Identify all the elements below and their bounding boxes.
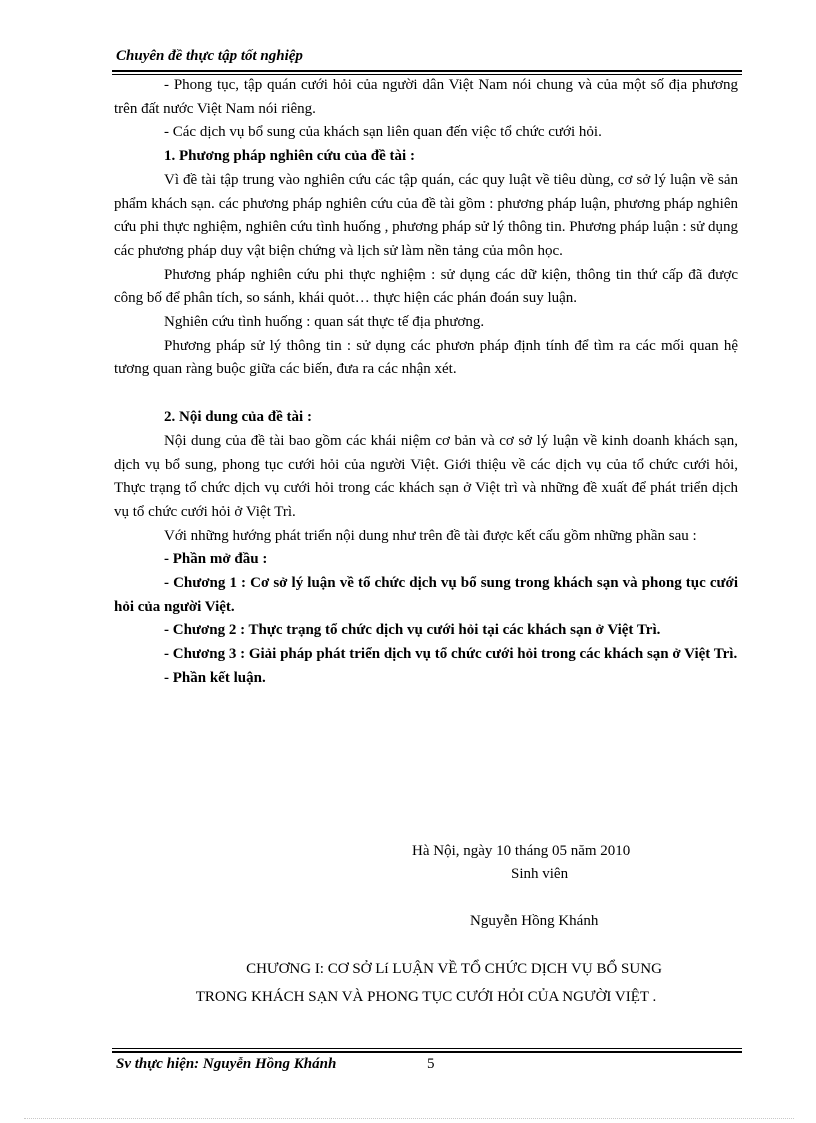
signature-role: Sinh viên	[511, 866, 569, 882]
outline-item: - Chương 2 : Thực trạng tổ chức dịch vụ cưới hỏi tại các khách sạn ở Việt Trì.	[164, 622, 661, 639]
paragraph: Với những hướng phát triển nội dung như trên đề tài được kết cấu gồm những phần sau :	[164, 527, 697, 544]
footer-author: Sv thực hiện: Nguyễn Hồng Khánh	[116, 1056, 337, 1072]
signature-date: Hà Nội, ngày 10 tháng 05 năm 2010	[412, 843, 631, 859]
signature-name: Nguyễn Hồng Khánh	[470, 913, 599, 929]
outline-item: - Chương 3 : Giải pháp phát triển dịch vụ tổ chức cưới hỏi trong các khách sạn ở Việt Trì.	[164, 646, 738, 663]
outline-item: - Phần kết luận.	[164, 669, 266, 686]
paragraph: Nghiên cứu tình huống : quan sát thực tế địa phương.	[164, 314, 485, 331]
spacer	[114, 382, 738, 406]
running-header: Chuyên đề thực tập tốt nghiệp	[116, 48, 303, 64]
paragraph: Phương pháp nghiên cứu phi thực nghiệm : sử dụng các dữ kiện, thông tin thứ cấp đã được công bố để phân tích, so sánh, khái quỏt… thực hiện các phán đoán suy luận.	[114, 266, 738, 307]
paragraph: Phương pháp sử lý thông tin : sử dụng các phươn pháp định tính để tìm ra các mối quan hệ tương quan ràng buộc giữa các biến, đưa ra các nhận xét.	[114, 337, 738, 378]
paragraph: Vì đề tài tập trung vào nghiên cứu các tập quán, các quy luật về tiêu dùng, cơ sở lý luận về sản phẩm khách sạn. các phương pháp nghiên cứu của đề tài gồm : phương pháp luận, phương pháp nghiên cứu phi thực nghiệm, nghiên cứu tình huống , phương pháp sử lý thông tin. Phương pháp luận : sử dụng các phương pháp duy vật biện chứng và lịch sử làm nền tảng của môn học.	[114, 171, 738, 259]
paragraph: Nội dung của đề tài bao gồm các khái niệm cơ bản và cơ sở lý luận về kinh doanh khách sạn, dịch vụ bổ sung, phong tục cưới hỏi của người Việt. Giới thiệu về các dịch vụ của tổ chức cưới hỏi, Thực trạng tổ chức dịch vụ cưới hỏi trong các khách sạn ở Việt trì và những đề xuất để phát triển dịch vụ tổ chức cưới hỏi ở Việt Trì.	[114, 432, 738, 520]
section-heading: 2. Nội dung của đề tài :	[164, 409, 312, 426]
chapter-title-line-2: TRONG KHÁCH SẠN VÀ PHONG TỤC CƯỚI HỎI CỦA NGƯỜI VIỆT .	[195, 989, 657, 1005]
bullet-paragraph: - Phong tục, tập quán cưới hỏi của người dân Việt Nam nói chung và của một số địa phương trên đất nước Việt Nam nói riêng.	[114, 77, 738, 117]
bullet-paragraph: - Các dịch vụ bổ sung của khách sạn liên quan đến việc tổ chức cưới hỏi.	[164, 124, 602, 141]
outline-item: - Chương 1 : Cơ sở lý luận về tổ chức dịch vụ bổ sung trong khách sạn và phong tục cưới hỏi của người Việt.	[114, 575, 738, 615]
document-body	[114, 74, 738, 691]
page-edge	[24, 1118, 794, 1119]
section-heading: 1. Phương pháp nghiên cứu của đề tài :	[164, 148, 415, 165]
page-number: 5	[427, 1056, 435, 1072]
outline-item: - Phần mở đầu :	[164, 551, 268, 568]
chapter-title-line-1: CHƯƠNG I: CƠ SỞ Lí LUẬN VỀ TỔ CHỨC DỊCH VỤ BỔ SUNG	[246, 961, 662, 977]
footer-rule	[112, 1048, 742, 1053]
